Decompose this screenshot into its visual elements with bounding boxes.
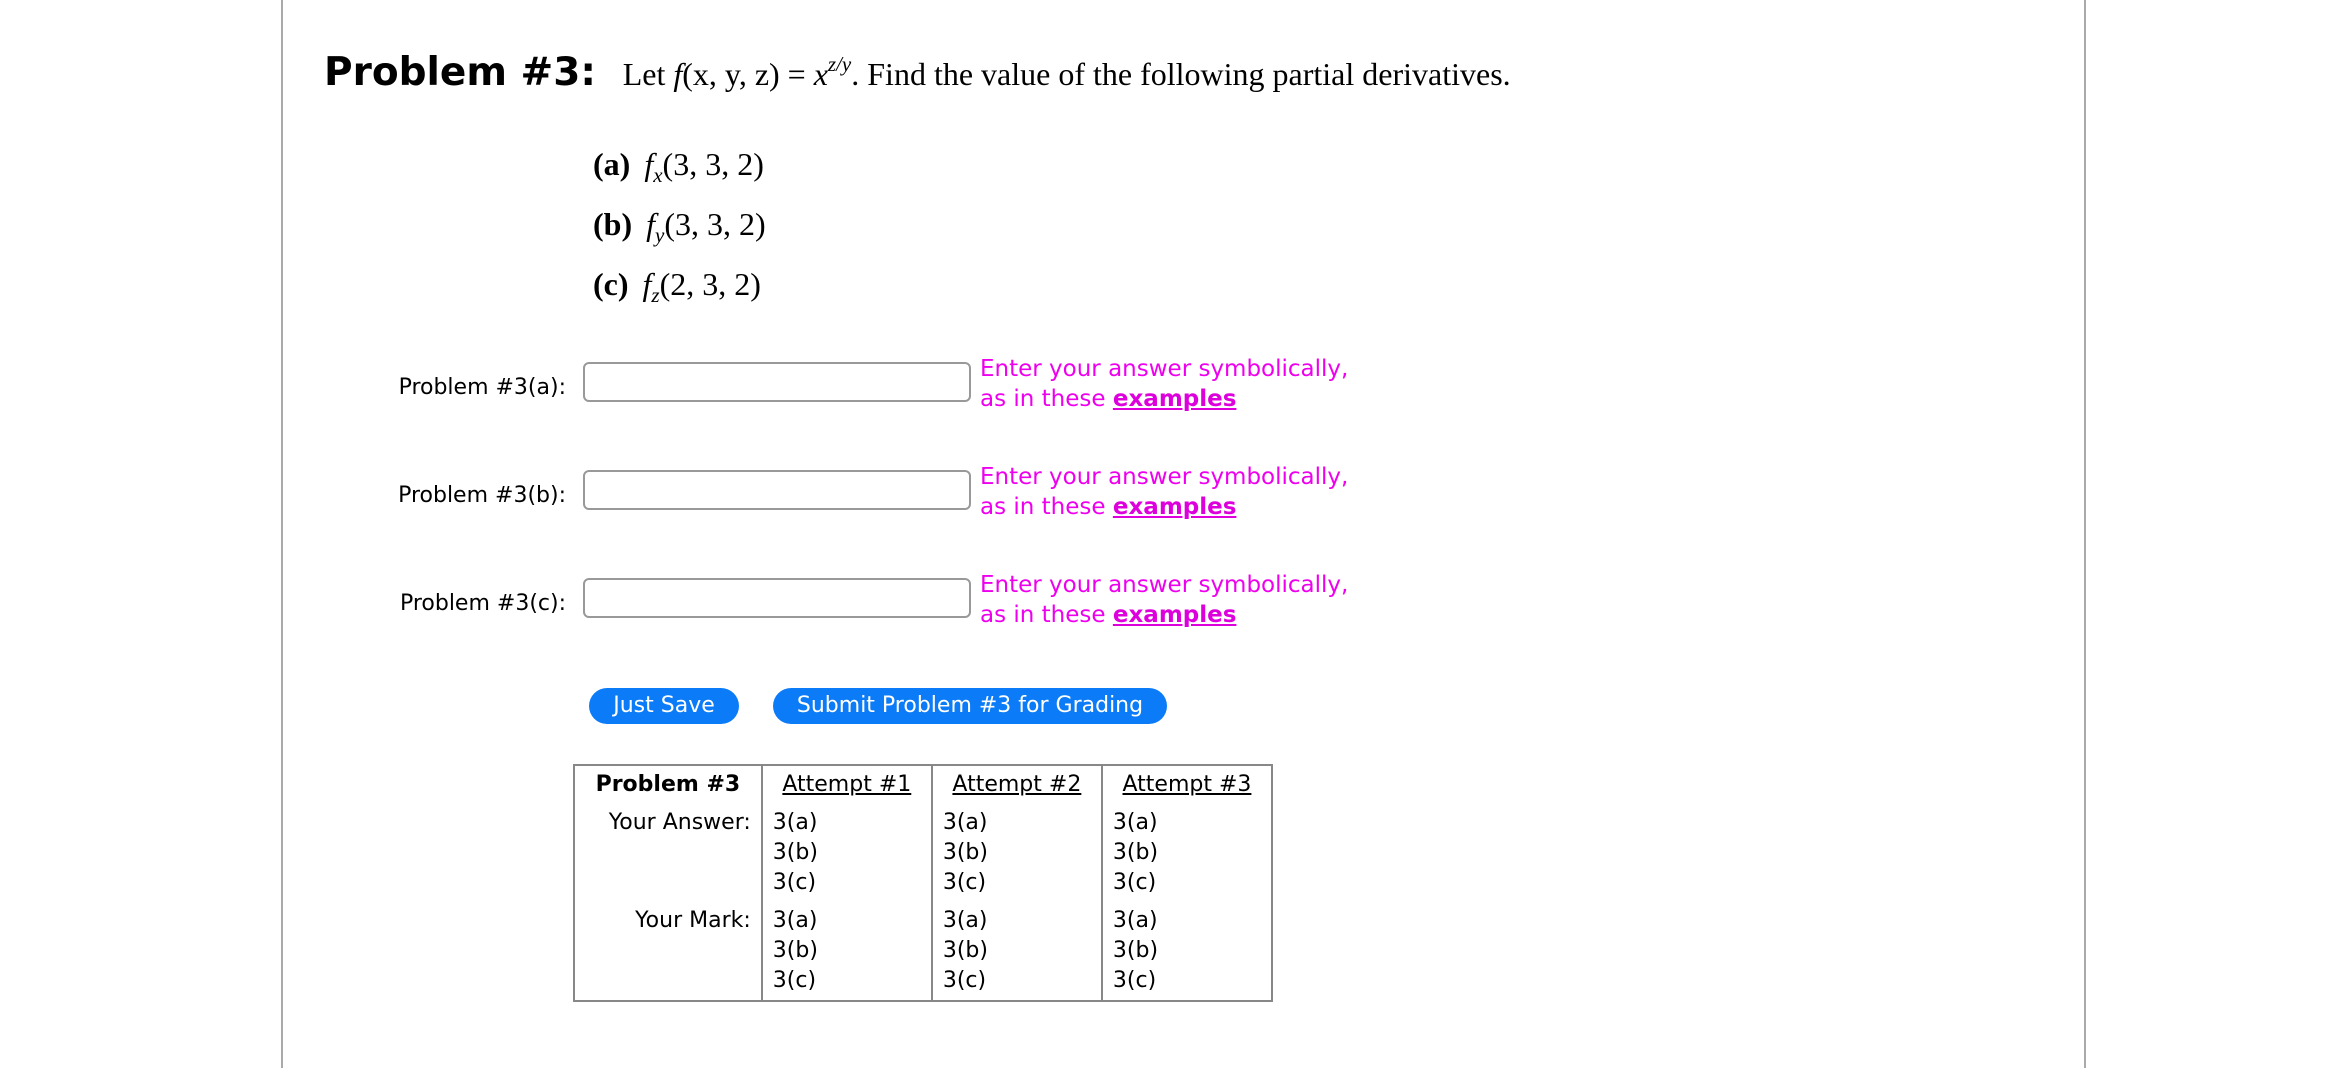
table-header-attempt-2[interactable]: Attempt #2	[932, 765, 1102, 804]
table-row-your-mark	[574, 902, 1272, 1001]
part-tag: (b)	[593, 206, 633, 242]
part-sub: z	[651, 283, 660, 307]
function-base: x	[813, 56, 828, 92]
part-args: (3, 3, 2)	[662, 146, 764, 182]
hint-line: as in these examples	[980, 602, 1237, 628]
hint-line: Enter your answer symbolically,	[980, 464, 1349, 490]
attempts-table	[573, 764, 1273, 1002]
part-tag: (c)	[593, 266, 629, 302]
table-header-attempt-3[interactable]: Attempt #3	[1102, 765, 1272, 804]
hint-line: Enter your answer symbolically,	[980, 572, 1349, 598]
part-tag: (a)	[593, 146, 631, 182]
answer-label-a: Problem #3(a):	[398, 375, 566, 400]
table-header-attempt-1[interactable]: Attempt #1	[762, 765, 932, 804]
part-c	[593, 264, 761, 307]
answer-hint-c	[980, 570, 1348, 630]
answer-hint-b	[980, 462, 1348, 522]
attempt-2-answers: 3(a) 3(b) 3(c)	[932, 804, 1102, 902]
just-save-button[interactable]: Just Save	[589, 688, 739, 724]
page-border-left	[281, 0, 283, 1068]
answer-label-b: Problem #3(b):	[398, 483, 566, 508]
function-exponent: z/y	[827, 52, 852, 76]
function-args: (x, y, z)	[682, 56, 780, 92]
answer-input-b[interactable]	[583, 470, 971, 510]
hint-line: as in these examples	[980, 386, 1237, 412]
part-func: f	[646, 206, 655, 242]
answer-input-c[interactable]	[583, 578, 971, 618]
hint-line: as in these examples	[980, 494, 1237, 520]
statement-suffix: . Find the value of the following partial derivatives.	[851, 56, 1511, 92]
problem-label: Problem #3:	[324, 50, 596, 95]
answer-input-a[interactable]	[583, 362, 971, 402]
hint-line: Enter your answer symbolically,	[980, 356, 1349, 382]
attempt-1-marks: 3(a) 3(b) 3(c)	[762, 902, 932, 1001]
part-func: f	[644, 146, 654, 182]
table-row-your-answer	[574, 804, 1272, 902]
part-args: (3, 3, 2)	[664, 206, 766, 242]
attempt-3-answers: 3(a) 3(b) 3(c)	[1102, 804, 1272, 902]
attempt-1-answers: 3(a) 3(b) 3(c)	[762, 804, 932, 902]
statement-prefix: Let	[622, 56, 674, 92]
part-func: f	[642, 266, 652, 302]
table-header-row	[574, 765, 1272, 804]
examples-link[interactable]: examples	[1112, 386, 1237, 412]
attempt-2-marks: 3(a) 3(b) 3(c)	[932, 902, 1102, 1001]
row-label-your-answer: Your Answer:	[608, 810, 751, 835]
submit-grading-button[interactable]: Submit Problem #3 for Grading	[773, 688, 1167, 724]
problem-heading	[324, 44, 1511, 102]
answer-label-c: Problem #3(c):	[399, 591, 566, 616]
problem-statement	[622, 52, 1511, 92]
examples-link[interactable]: examples	[1112, 494, 1237, 520]
answer-hint-a	[980, 354, 1348, 414]
part-b	[593, 204, 766, 247]
table-header-problem: Problem #3	[595, 772, 741, 797]
page-border-right	[2084, 0, 2086, 1068]
equals-sign: =	[779, 56, 814, 92]
part-sub: y	[655, 223, 665, 247]
part-sub: x	[653, 163, 663, 187]
part-args: (2, 3, 2)	[659, 266, 761, 302]
function-name: f	[673, 56, 683, 92]
examples-link[interactable]: examples	[1112, 602, 1237, 628]
row-label-your-mark: Your Mark:	[635, 908, 751, 933]
attempt-3-marks: 3(a) 3(b) 3(c)	[1102, 902, 1272, 1001]
part-a	[593, 144, 764, 187]
